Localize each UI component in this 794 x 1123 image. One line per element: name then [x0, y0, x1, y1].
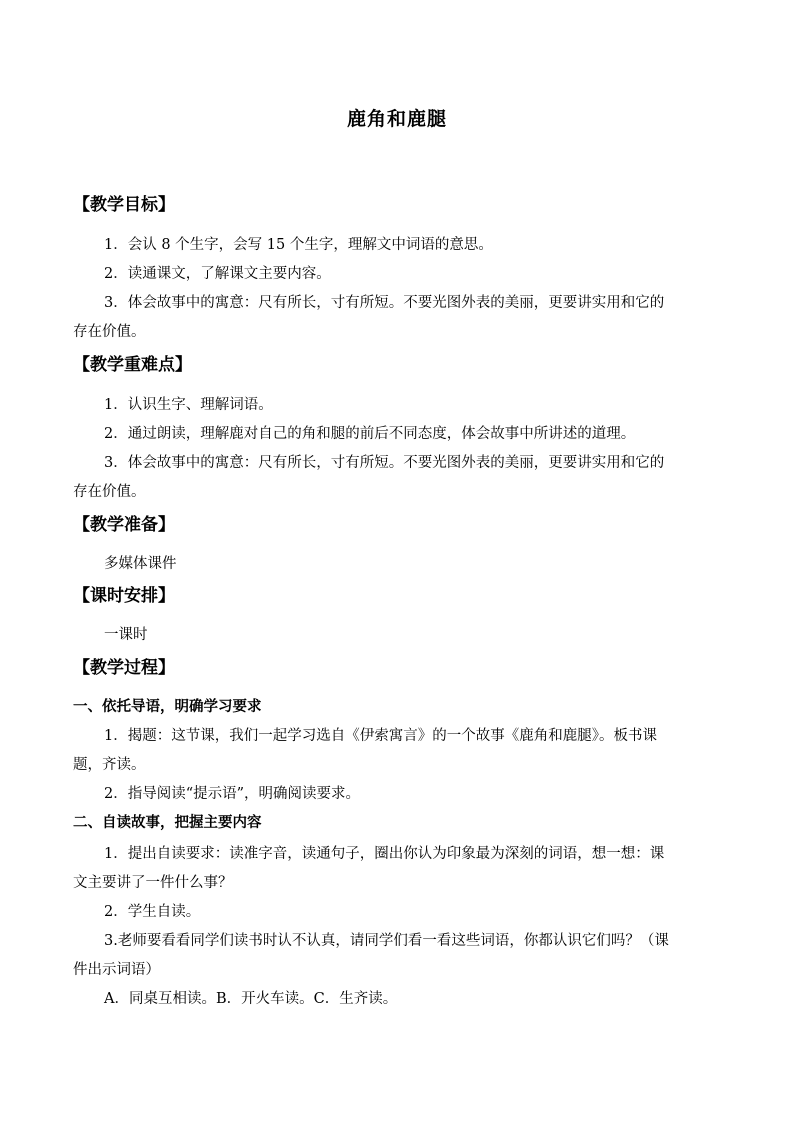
schedule-text: 一课时 [104, 627, 148, 643]
key-points-item-3: 3．体会故事中的寓意：尺有所长，寸有所短。不要光图外表的美丽，更要讲实用和它的 [104, 455, 665, 471]
key-points-item-1: 1．认识生字、理解词语。 [104, 397, 273, 413]
process-part1-item-1: 1．揭题：这节课，我们一起学习选自《伊索寓言》的一个故事《鹿角和鹿腿》。板书课 [104, 728, 657, 744]
process-part1-item-2: 2．指导阅读“提示语”，明确阅读要求。 [104, 786, 361, 802]
section-heading-preparation: 【教学准备】 [73, 515, 175, 535]
goals-item-2: 2．读通课文，了解课文主要内容。 [104, 266, 331, 282]
goals-item-3: 3．体会故事中的寓意：尺有所长，寸有所短。不要光图外表的美丽，更要讲实用和它的 [104, 295, 665, 311]
process-part2-item-1: 1．提出自读要求：读准字音，读通句子，圈出你认为印象最为深刻的词语，想一想：课 [104, 846, 665, 862]
preparation-text: 多媒体课件 [104, 556, 177, 572]
page-title: 鹿角和鹿腿 [346, 108, 447, 130]
section-heading-schedule: 【课时安排】 [73, 586, 175, 606]
section-heading-process: 【教学过程】 [73, 658, 175, 678]
process-part1-item-1-cont: 题，齐读。 [73, 757, 146, 773]
process-part2-item-4: A．同桌互相读。B．开火车读。C．生齐读。 [104, 991, 398, 1007]
key-points-item-2: 2．通过朗读，理解鹿对自己的角和腿的前后不同态度，体会故事中所讲述的道理。 [104, 426, 636, 442]
section-heading-key-points: 【教学重难点】 [73, 355, 192, 375]
goals-item-1: 1．会认 8 个生字，会写 15 个生字，理解文中词语的意思。 [104, 237, 493, 253]
key-points-item-3-cont: 存在价值。 [73, 484, 146, 500]
process-part1-heading: 一、依托导语，明确学习要求 [73, 699, 262, 715]
process-part2-heading: 二、自读故事，把握主要内容 [73, 815, 262, 831]
goals-item-3-cont: 存在价值。 [73, 324, 146, 340]
process-part2-item-2: 2．学生自读。 [104, 904, 201, 920]
process-part2-item-3: 3.老师要看看同学们读书时认不认真，请同学们看一看这些词语，你都认识它们吗？（课 [104, 933, 669, 949]
process-part2-item-3-cont: 件出示词语） [73, 962, 160, 978]
section-heading-goals: 【教学目标】 [73, 195, 175, 215]
process-part2-item-1-cont: 文主要讲了一件什么事？ [73, 875, 233, 891]
